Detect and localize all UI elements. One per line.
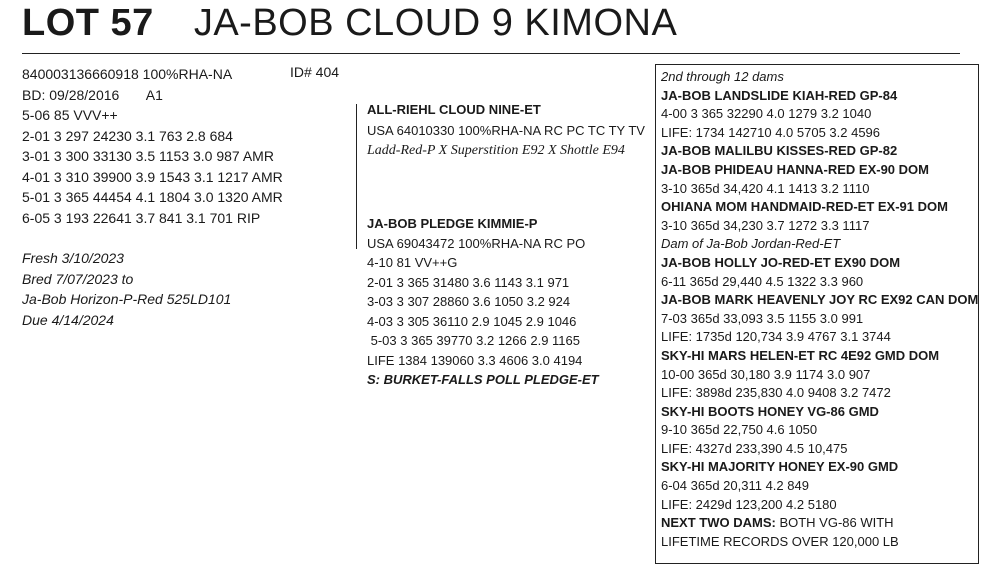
dam-entry-record: 7-03 365d 33,093 3.5 1155 3.0 991 (661, 310, 864, 326)
next-two-dams-label: NEXT TWO DAMS: (661, 515, 776, 531)
animal-id: ID# 404 (290, 64, 340, 80)
dam-record: 3-03 3 307 28860 3.6 1050 3.2 924 (367, 294, 571, 309)
dam-entry-name: JA-BOB HOLLY JO-RED-ET EX90 DOM (661, 254, 901, 270)
dam-entry-name: SKY-HI MAJORITY HONEY EX-90 GMD (661, 459, 899, 475)
record-line: 3-01 3 300 33130 3.5 1153 3.0 987 AMR (22, 148, 274, 164)
record-line: 4-01 3 310 39900 3.9 1543 3.1 1217 AMR (22, 168, 283, 185)
dam-entry-record: LIFE: 1735d 120,734 3.9 4767 3.1 3744 (661, 329, 891, 345)
due-date-note: Due 4/14/2024 (22, 311, 114, 328)
dam-entry-name: JA-BOB LANDSLIDE KIAH-RED GP-84 (661, 87, 898, 103)
bred-note: Bred 7/07/2023 to (22, 270, 134, 287)
dam-entry-record: 10-00 365d 30,180 3.9 1174 3.0 907 (661, 366, 871, 382)
header-divider (22, 53, 960, 54)
lot-number: LOT 57 (22, 2, 154, 44)
dam-entry-record: 3-10 365d 34,230 3.7 1272 3.3 1117 (661, 217, 870, 233)
dam-entry-record: LIFE: 4327d 233,390 4.5 10,475 (661, 440, 848, 456)
dam-entry-record: 6-04 365d 20,311 4.2 849 (661, 478, 809, 494)
animal-name: JA-BOB CLOUD 9 KIMONA (193, 2, 678, 44)
record-line: 2-01 3 297 24230 3.1 763 2.8 684 (22, 127, 233, 144)
record-line: 6-05 3 193 22641 3.7 841 3.1 701 RIP (22, 209, 261, 226)
dam-entry-name: OHIANA MOM HANDMAID-RED-ET EX-91 DOM (661, 199, 948, 215)
dam-entry-record: LIFE: 1734 142710 4.0 5705 3.2 4596 (661, 124, 881, 140)
service-sire-note: Ja-Bob Horizon-P-Red 525LD101 (22, 291, 232, 307)
dam-entry-record: LIFE: 3898d 235,830 4.0 9408 3.2 7472 (661, 385, 891, 401)
dam-entry-record: 4-00 3 365 32290 4.0 1279 3.2 1040 (661, 106, 872, 122)
animal-details (22, 64, 283, 330)
dam-record: 5-03 3 365 39770 3.2 1266 2.9 1165 (367, 333, 581, 348)
dam-entry-record: 3-10 365d 34,420 4.1 1413 3.2 1110 (661, 180, 870, 196)
next-two-dams-text-2: LIFETIME RECORDS OVER 120,000 LB (661, 533, 899, 549)
birth-date-line: BD: 09/28/2016 A1 (22, 86, 163, 103)
dam-record: 4-03 3 305 36110 2.9 1045 2.9 1046 (367, 313, 577, 329)
dam-classification: 4-10 81 VV++G (367, 255, 458, 270)
registration-line: 840003136660918 100%RHA-NA (22, 66, 233, 82)
dam-entry-record: 6-11 365d 29,440 4.5 1322 3.3 960 (661, 273, 864, 289)
dam-name: JA-BOB PLEDGE KIMMIE-P (367, 216, 538, 231)
next-two-dams (661, 514, 978, 533)
sire-name: ALL-RIEHL CLOUD NINE-ET (367, 102, 541, 117)
pedigree-bracket (356, 104, 357, 249)
dams-box-heading: 2nd through 12 dams (661, 69, 784, 84)
record-line: 5-06 85 VVV++ (22, 107, 118, 123)
lot-header (22, 2, 677, 45)
fresh-note: Fresh 3/10/2023 (22, 250, 124, 266)
dam-sire: S: BURKET-FALLS POLL PLEDGE-ET (367, 372, 599, 387)
dam-registration: USA 69043472 100%RHA-NA RC PO (367, 235, 586, 251)
dam-entry-record: LIFE: 2429d 123,200 4.2 5180 (661, 496, 837, 512)
dam-entry-name: JA-BOB MARK HEAVENLY JOY RC EX92 CAN DOM (661, 292, 979, 308)
dam-entry-name: JA-BOB MALILBU KISSES-RED GP-82 (661, 143, 898, 159)
sire-registration: USA 64010330 100%RHA-NA RC PC TC TY TV (367, 122, 645, 138)
dam-entry-name: SKY-HI BOOTS HONEY VG-86 GMD (661, 403, 879, 419)
dams-box (655, 64, 979, 564)
dam-entry-record: 9-10 365d 22,750 4.6 1050 (661, 422, 818, 438)
dam-record: 2-01 3 365 31480 3.6 1143 3.1 971 (367, 274, 570, 290)
dams-list (661, 87, 978, 515)
record-line: 5-01 3 365 44454 4.1 1804 3.0 1320 AMR (22, 189, 283, 205)
dam-block (367, 214, 599, 390)
dam-entry-note: Dam of Ja-Bob Jordan-Red-ET (661, 236, 841, 252)
dam-entry-name: JA-BOB PHIDEAU HANNA-RED EX-90 DOM (661, 161, 929, 177)
dam-entry-name: SKY-HI MARS HELEN-ET RC 4E92 GMD DOM (661, 347, 940, 363)
sire-block (367, 100, 645, 162)
next-two-dams-text: BOTH VG-86 WITH (775, 515, 894, 531)
sire-pedigree: Ladd-Red-P X Superstition E92 X Shottle E94 (367, 143, 625, 158)
dam-lifetime: LIFE 1384 139060 3.3 4606 3.0 4194 (367, 352, 583, 368)
